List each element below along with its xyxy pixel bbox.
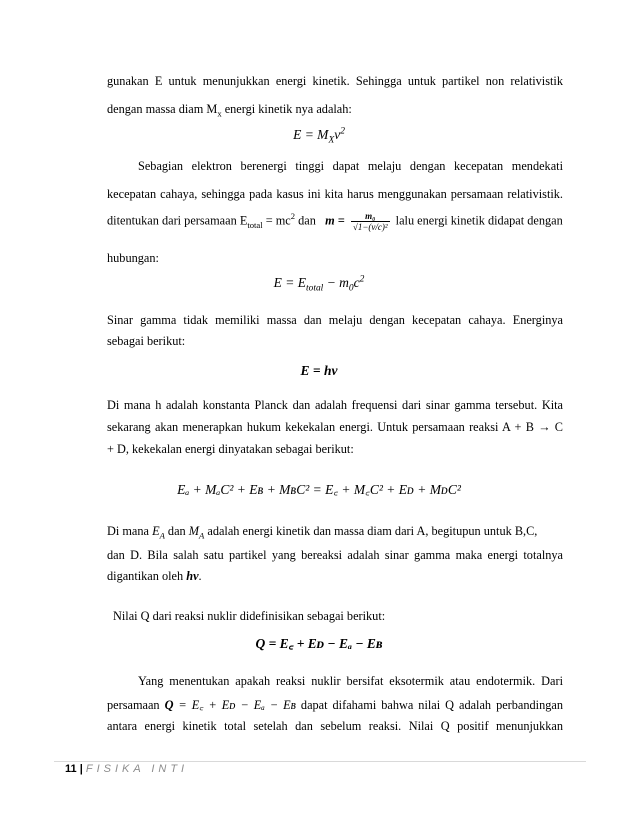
text-line: dan D. Bila salah satu partikel yang bereaksi adalah sinar gamma maka energi totalnya	[107, 548, 563, 562]
text-line: Yang menentukan apakah reaksi nuklir bersifat eksotermik atau endotermik. Dari	[138, 674, 563, 688]
equation-kinetic-energy: $E = M_Xv^2$	[293, 126, 345, 146]
equation-energy-conservation: Eₐ + MₐC² + Eʙ + MʙC² = E꜀ + M꜀C² + Eᴅ + MᴅC²	[177, 482, 461, 497]
text-line: ditentukan dari persamaan $E_{total} = mc^2$ dan m = $\frac{\text{m₀}}{\text{√1−(v/c)²}}$ lalu energi kinetik didapat dengan	[107, 211, 563, 232]
equation-q-value: Q = E꜀ + Eᴅ − Eₐ − Eʙ	[255, 636, 383, 651]
text-line: antara energi kinetik total setelah dan sebelum reaksi. Nilai Q positif menunjukkan	[107, 719, 563, 733]
equation-gamma-energy: E = hv	[300, 363, 338, 378]
running-title: FISIKA INTI	[85, 763, 189, 775]
text-line: digantikan oleh hv.	[107, 569, 202, 583]
relativistic-mass-fraction: $\frac{\text{m₀}}{\text{√1−(v/c)²}}$	[352, 211, 388, 232]
text-line: dengan massa diam $M_x$ energi kinetik nya adalah:	[107, 102, 352, 119]
page-number: 11	[65, 763, 77, 775]
text-line: + D, kekekalan energi dinyatakan sebagai berikut:	[107, 442, 354, 456]
text-line: gunakan E untuk menunjukkan energi kinetik. Sehingga untuk partikel non relativistik	[107, 74, 563, 88]
text-line: Sebagian elektron berenergi tinggi dapat melaju dengan kecepatan mendekati	[138, 159, 563, 173]
page-footer: 11 | FISIKA INTI	[65, 763, 189, 775]
text-line: Di mana h adalah konstanta Planck dan adalah frequensi dari sinar gamma tersebut. Kita	[107, 398, 563, 412]
text-line: sebagai berikut:	[107, 334, 186, 348]
mass-symbol: m =	[325, 213, 345, 228]
footer-divider	[54, 761, 586, 762]
text-line: kecepatan cahaya, sehingga pada kasus ini kita harus menggunakan persamaan relativistik.	[107, 187, 563, 201]
text-line: Sinar gamma tidak memiliki massa dan melaju dengan kecepatan cahaya. Energinya	[107, 313, 563, 327]
text-line: persamaan Q = E꜀ + Eᴅ − Eₐ − Eʙ dapat difahami bahwa nilai Q adalah perbandingan	[107, 698, 563, 712]
equation-total-energy: $E = E_{total} - m_0c^2$	[273, 274, 365, 294]
text-line: Di mana $E_A$ dan $M_A$ adalah energi kinetik dan massa diam dari A, begitupun untuk B,C,	[107, 524, 538, 541]
text-line: Nilai Q dari reaksi nuklir didefinisikan sebagai berikut:	[113, 609, 386, 623]
text-line: hubungan:	[107, 251, 159, 265]
text-line: sekarang akan menerapkan hukum kekekalan energi. Untuk persamaan reaksi A + B → C	[107, 420, 563, 434]
